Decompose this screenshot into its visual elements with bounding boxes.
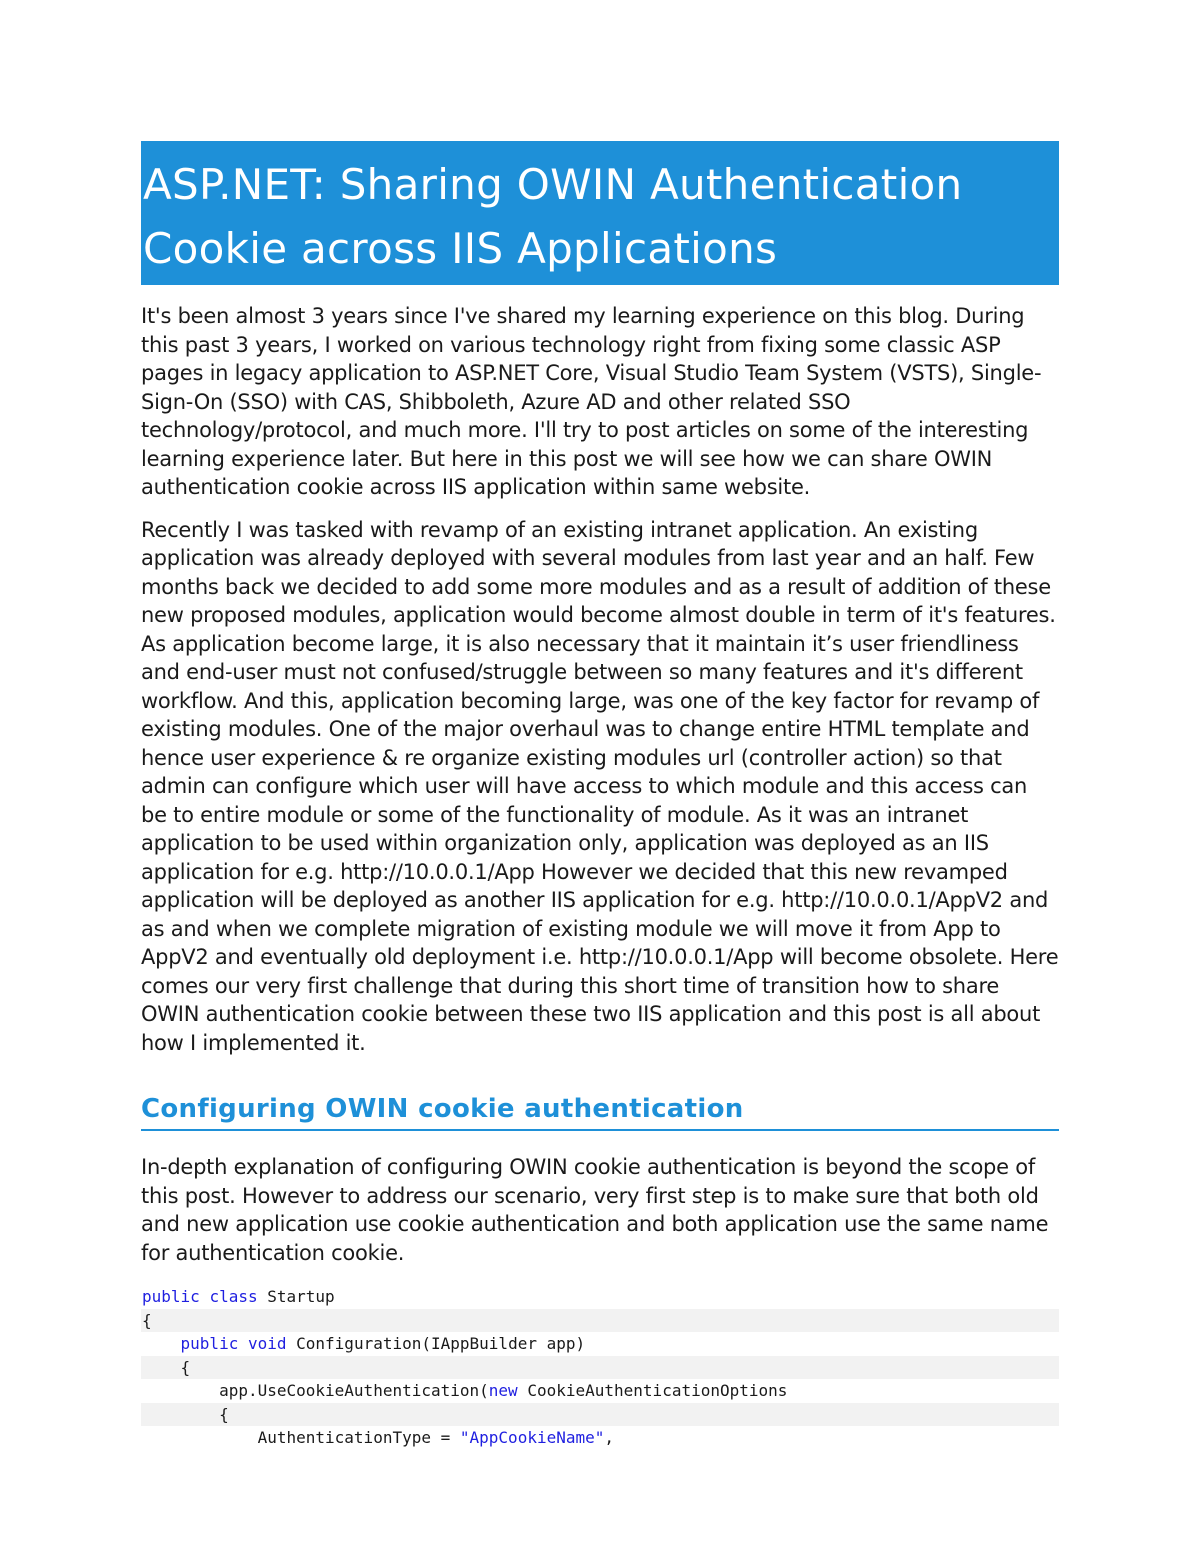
code-line-6	[141, 1403, 1059, 1427]
code-string: "AppCookieName"	[459, 1428, 605, 1447]
code-text: Startup	[267, 1287, 335, 1306]
code-keyword: void	[247, 1334, 287, 1353]
code-line-1	[141, 1285, 1059, 1309]
section-heading-text: Configuring OWIN cookie authentication	[141, 1094, 744, 1124]
code-line-2	[141, 1309, 1059, 1333]
title-line-1: ASP.NET: Sharing OWIN Authentication	[143, 160, 963, 209]
code-keyword: class	[209, 1287, 258, 1306]
title-line-2: Cookie across IIS Applications	[143, 224, 778, 273]
code-text: ,	[604, 1428, 615, 1447]
code-keyword: public	[142, 1287, 200, 1306]
code-text: {	[219, 1404, 229, 1424]
code-line-5	[141, 1379, 1059, 1403]
code-text: AuthenticationType =	[257, 1428, 460, 1447]
code-text: {	[180, 1357, 191, 1377]
code-block	[141, 1285, 1059, 1450]
section-paragraph: In-depth explanation of configuring OWIN cookie authentication is beyond the scope of this post. However to address our scenario, very first step is to make sure that both old and new application use cookie authentication and both application use the same name for authentication cookie.	[141, 1155, 1049, 1265]
document-page	[141, 141, 1059, 1450]
section-heading	[141, 1091, 1059, 1131]
code-keyword: public	[180, 1334, 239, 1353]
code-text: Configuration(IAppBuilder app)	[296, 1334, 586, 1353]
second-paragraph: Recently I was tasked with revamp of an existing intranet application. An existing application was already deployed with several modules from last year and an half. Few months back we decided to add some more modules and as a result of addition of these new proposed modules, application would become almost double in term of it's features. As application become large, it is also necessary that it maintain it’s user friendliness and end-user must not confused/struggle between so many features and it's different workflow. And this, application becoming large, was one of the key factor for revamp of existing modules. One of the major overhaul was to change entire HTML template and hence user experience & re organize existing modules url (controller action) so that admin can configure which user will have access to which module and this access can be to entire module or some of the functionality of module. As it was an intranet application to be used within organization only, application was deployed as an IIS application for e.g. http://10.0.0.1/App However we decided that this new revamped application will be deployed as another IIS application for e.g. http://10.0.0.1/AppV2 and as and when we complete migration of existing module we will move it from App to AppV2 and eventually old deployment i.e. http://10.0.0.1/App will become obsolete. Here comes our very first challenge that during this short time of transition how to share OWIN authentication cookie between these two IIS application and this post is all about how I implemented it.	[141, 517, 1059, 1055]
code-text: app.UseCookieAuthentication(	[219, 1381, 489, 1400]
code-line-7	[141, 1426, 1059, 1450]
code-text: {	[142, 1310, 152, 1330]
title-banner	[141, 141, 1059, 285]
code-text: CookieAuthenticationOptions	[527, 1381, 788, 1400]
intro-paragraph: It's been almost 3 years since I've shared my learning experience on this blog. During this past 3 years, I worked on various technology right from fixing some classic ASP pages in legacy application to ASP.NET Core, Visual Studio Team System (VSTS), Single-Sign-On (SSO) with CAS, Shibboleth, Azure AD and other related SSO technology/protocol, and much more. I'll try to post articles on some of the interesting learning experience later. But here in this post we will see how we can share OWIN authentication cookie across IIS application within same website.	[141, 304, 1042, 499]
code-line-4	[141, 1356, 1059, 1380]
code-line-3	[141, 1332, 1059, 1356]
code-keyword: new	[488, 1381, 518, 1400]
